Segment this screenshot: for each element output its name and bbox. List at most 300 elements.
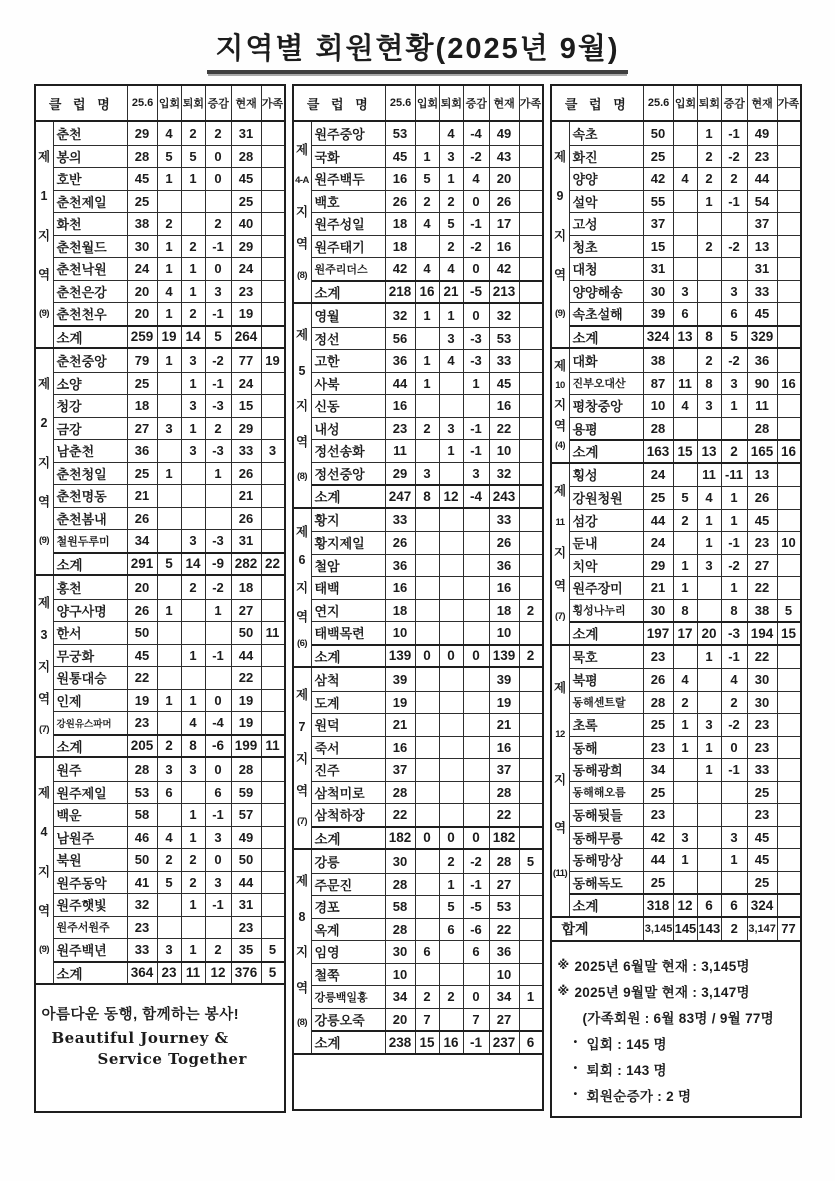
cell-join: 145: [674, 918, 698, 940]
cell-jun: 26: [386, 191, 416, 213]
club-row: [54, 167, 284, 190]
club-row: [312, 257, 542, 280]
cell-leave: 1: [182, 168, 206, 190]
cell-leave: [698, 669, 722, 691]
cell-change: -11: [722, 464, 748, 487]
cell-jun: 20: [128, 576, 158, 599]
club-name-cell: [54, 622, 128, 644]
club-name: 철쭉: [314, 967, 340, 983]
cell-family: 6: [526, 1034, 535, 1050]
cell-jun: 27: [128, 418, 158, 440]
cell-join: 0: [416, 828, 440, 849]
cell-jun: 16: [386, 168, 416, 190]
cell-change: [206, 667, 232, 689]
cell-join: [416, 532, 440, 554]
cell-leave: [698, 872, 722, 894]
cell-family: [262, 146, 284, 168]
cell-current: 28: [490, 782, 520, 804]
title-wrap: [0, 26, 835, 74]
club-name-cell: [570, 395, 644, 417]
club-name-cell: [570, 804, 644, 826]
region-label-part: (8): [296, 470, 308, 482]
cell-join: 1: [158, 236, 182, 258]
club-name: 삼척미로: [314, 785, 365, 801]
region-label: [294, 304, 312, 507]
cell-family: [778, 146, 800, 168]
cell-family: [520, 828, 542, 849]
club-row: [312, 554, 542, 577]
cell-change: -1: [206, 236, 232, 258]
cell-join: 3: [158, 758, 182, 781]
cell-current: 77: [232, 349, 262, 372]
header-col-family: 가족: [261, 98, 284, 110]
cell-join: 2: [416, 986, 440, 1008]
club-name-cell: [54, 191, 128, 213]
club-name: 태백: [314, 581, 340, 597]
cell-jun: 56: [386, 328, 416, 350]
cell-jun: 21: [128, 485, 158, 507]
cell-family: [778, 804, 800, 826]
cell-leave: 5: [440, 896, 464, 918]
cell-current: 16: [490, 236, 520, 258]
cell-join: 4: [416, 258, 440, 280]
cell-jun: 37: [386, 759, 416, 781]
cell-current: 36: [748, 349, 778, 372]
club-name-cell: [54, 236, 128, 258]
cell-change: -1: [206, 303, 232, 325]
club-name-cell: [570, 464, 644, 487]
cell-jun: 58: [128, 804, 158, 826]
cell-current: 19: [232, 303, 262, 325]
cell-current: 26: [490, 532, 520, 554]
cell-jun: 26: [644, 669, 674, 691]
header-col-family: 가족: [777, 98, 800, 110]
cell-change: [722, 418, 748, 440]
club-name-cell: [312, 646, 386, 667]
cell-change: 2: [206, 122, 232, 145]
cell-jun: 25: [128, 373, 158, 395]
cell-leave: [182, 917, 206, 939]
club-row: [54, 576, 284, 599]
cell-family: [262, 463, 284, 485]
club-name: 동해광희: [572, 763, 623, 779]
cell-current: 57: [232, 804, 262, 826]
cell-change: -5: [464, 896, 490, 918]
cell-change: 1: [206, 600, 232, 622]
club-name: 북원: [56, 853, 82, 869]
club-row: [54, 484, 284, 507]
cell-change: 0: [464, 986, 490, 1008]
club-row: [570, 781, 800, 804]
cell-jun: 10: [644, 395, 674, 417]
club-name: 묵호: [572, 650, 598, 666]
cell-change: -2: [464, 850, 490, 873]
cell-change: 6: [206, 782, 232, 804]
club-name: 소양: [56, 376, 82, 392]
cell-jun: 20: [128, 281, 158, 303]
cell-current: 44: [232, 645, 262, 667]
cell-jun: 291: [128, 554, 158, 575]
cell-family: 1: [526, 989, 535, 1005]
cell-jun: 26: [128, 508, 158, 530]
cell-change: 3: [722, 373, 748, 395]
cell-family: [778, 236, 800, 258]
cell-jun: 32: [386, 304, 416, 327]
club-name-cell: [54, 508, 128, 530]
header-col-join: 입회: [674, 86, 698, 120]
cell-family: 19: [265, 352, 280, 368]
cell-join: [158, 712, 182, 734]
cell-change: 3: [464, 463, 490, 485]
table-group-2: [292, 84, 544, 1111]
cell-join: [158, 373, 182, 395]
cell-family: [520, 418, 542, 440]
club-name-cell: [570, 849, 644, 871]
club-name: 국화: [314, 149, 340, 165]
subtotal-label: 소계: [572, 627, 599, 643]
club-name: 정선중앙: [314, 466, 365, 482]
club-name: 동해센트랄: [572, 697, 626, 710]
cell-leave: 2: [698, 146, 722, 168]
cell-jun: 19: [386, 692, 416, 714]
region-label-part: (9): [554, 307, 566, 319]
cell-family: [520, 440, 542, 462]
club-name-cell: [54, 963, 128, 984]
cell-family: [778, 714, 800, 736]
cell-join: 5: [158, 872, 182, 894]
region-label-part: 역: [553, 820, 567, 835]
club-name-cell: [570, 418, 644, 440]
cell-current: 22: [748, 577, 778, 599]
cell-join: 2: [416, 191, 440, 213]
cell-jun: 18: [386, 600, 416, 622]
cell-leave: 1: [182, 645, 206, 667]
cell-family: [262, 395, 284, 417]
club-name-cell: [54, 645, 128, 667]
region-block: [294, 848, 542, 1053]
cell-family: [778, 510, 800, 532]
region-label-part: 역: [37, 495, 51, 510]
club-row: [570, 736, 800, 759]
cell-join: [158, 804, 182, 826]
note-text: 퇴회 : 143 명: [586, 1062, 667, 1078]
note-text: 입회 : 145 명: [586, 1036, 667, 1052]
cell-leave: 2: [182, 122, 206, 145]
cell-jun: 29: [128, 122, 158, 145]
subtotal-row: [570, 439, 800, 462]
membership-table: [0, 84, 835, 1118]
club-name-cell: [570, 236, 644, 258]
cell-change: -1: [206, 894, 232, 916]
club-row: [312, 599, 542, 622]
cell-join: 1: [158, 690, 182, 712]
header-col-change: 증감: [464, 86, 490, 120]
club-name-cell: [570, 510, 644, 532]
cell-family: 77: [781, 921, 796, 936]
cell-change: [464, 964, 490, 986]
cell-join: 6: [158, 782, 182, 804]
cell-family: 5: [526, 853, 535, 869]
cell-current: 29: [232, 236, 262, 258]
cell-join: 8: [674, 600, 698, 622]
cell-jun: 28: [386, 919, 416, 941]
subtotal-row: [570, 325, 800, 348]
region-rows: [570, 646, 800, 916]
club-name-cell: [570, 577, 644, 599]
cell-current: 10: [490, 622, 520, 644]
club-name-cell: [312, 919, 386, 941]
club-name: 남춘천: [56, 444, 95, 460]
club-row: [312, 462, 542, 485]
club-row: [312, 985, 542, 1008]
cell-change: 1: [722, 849, 748, 871]
cell-current: 36: [490, 941, 520, 963]
cell-join: [416, 896, 440, 918]
cell-jun: 197: [644, 623, 674, 644]
cell-join: [674, 759, 698, 781]
cell-jun: 364: [128, 963, 158, 984]
subtotal-label: 소계: [314, 1036, 341, 1052]
cell-leave: 3: [182, 530, 206, 552]
cell-leave: [698, 600, 722, 622]
region-label-part: 2: [40, 416, 48, 431]
cell-current: 25: [748, 872, 778, 894]
cell-jun: 36: [386, 350, 416, 372]
region-label-part: 지: [295, 752, 309, 767]
region-label-part: 제: [295, 142, 309, 157]
cell-jun: 26: [386, 532, 416, 554]
club-name: 춘천명동: [56, 489, 107, 505]
cell-jun: 20: [128, 303, 158, 325]
region-label-part: 지: [37, 864, 51, 879]
cell-jun: 205: [128, 736, 158, 757]
header-club-label: 클 럽 명: [294, 86, 387, 120]
cell-leave: 1: [182, 939, 206, 961]
cell-leave: 2: [182, 303, 206, 325]
cell-leave: 3: [182, 758, 206, 781]
cell-family: [262, 373, 284, 395]
cell-jun: 39: [386, 668, 416, 691]
cell-leave: 2: [440, 850, 464, 873]
cell-jun: 55: [644, 191, 674, 213]
cell-change: -1: [206, 373, 232, 395]
cell-change: [464, 782, 490, 804]
cell-leave: 3: [698, 555, 722, 577]
club-row: [570, 464, 800, 487]
region-label-part: 지: [553, 546, 567, 561]
club-name-cell: [570, 487, 644, 509]
cell-leave: [698, 258, 722, 280]
region-label: [294, 122, 312, 302]
cell-leave: 2: [698, 349, 722, 372]
cell-leave: 143: [698, 918, 722, 940]
cell-jun: 79: [128, 349, 158, 372]
cell-family: [520, 146, 542, 168]
region-label-part: 역: [37, 692, 51, 707]
club-name-cell: [54, 373, 128, 395]
empty-footer-box: [294, 1053, 542, 1109]
club-name: 원덕: [314, 718, 340, 734]
cell-change: 1: [206, 463, 232, 485]
cell-join: [674, 213, 698, 235]
club-name-cell: [570, 122, 644, 145]
cell-change: -3: [464, 328, 490, 350]
cell-change: 1: [464, 373, 490, 395]
table-group-3: [550, 84, 802, 1118]
club-row: [54, 621, 284, 644]
cell-family: [520, 622, 542, 644]
cell-join: [674, 236, 698, 258]
region-block: [36, 574, 284, 756]
cell-join: 3: [674, 827, 698, 849]
club-row: [312, 235, 542, 258]
region-label-part: (7): [554, 611, 566, 623]
club-name: 원주제일: [56, 785, 107, 801]
cell-change: 6: [722, 303, 748, 325]
cell-leave: 3: [440, 328, 464, 350]
cell-jun: 28: [386, 782, 416, 804]
region-label-part: 4: [40, 825, 48, 840]
cell-change: [464, 509, 490, 532]
club-name-cell: [570, 623, 644, 644]
cell-join: 1: [158, 600, 182, 622]
cell-jun: 318: [644, 895, 674, 916]
club-name: 원주동악: [56, 875, 107, 891]
cell-jun: 58: [386, 896, 416, 918]
cell-leave: [440, 463, 464, 485]
club-name: 진주: [314, 763, 340, 779]
cell-join: [674, 464, 698, 487]
cell-leave: 8: [698, 327, 722, 348]
cell-family: [262, 758, 284, 781]
cell-join: 4: [674, 395, 698, 417]
cell-current: 11: [748, 395, 778, 417]
club-row: [54, 439, 284, 462]
club-name: 무궁화: [56, 648, 95, 664]
cell-family: [262, 917, 284, 939]
cell-join: 1: [158, 463, 182, 485]
region-label-part: 4-A: [295, 175, 309, 187]
cell-current: 243: [490, 486, 520, 507]
cell-family: [520, 304, 542, 327]
cell-join: 11: [674, 373, 698, 395]
region-label-part: (8): [296, 1016, 308, 1028]
club-name: 춘천월드: [56, 239, 107, 255]
cell-jun: 21: [386, 714, 416, 736]
cell-current: 38: [748, 600, 778, 622]
cell-current: 26: [490, 191, 520, 213]
cell-change: -2: [722, 555, 748, 577]
club-name: 강릉오죽: [314, 1012, 365, 1028]
cell-join: 4: [416, 213, 440, 235]
club-name-cell: [54, 327, 128, 348]
cell-current: 19: [490, 692, 520, 714]
club-row: [54, 280, 284, 303]
cell-jun: 37: [644, 213, 674, 235]
cell-change: 3: [206, 872, 232, 894]
cell-leave: 2: [440, 236, 464, 258]
club-row: [570, 302, 800, 325]
cell-current: 26: [232, 463, 262, 485]
region-label-part: 3: [40, 628, 48, 643]
club-name: 인제: [56, 693, 82, 709]
cell-change: -2: [722, 146, 748, 168]
region-rows: [54, 758, 284, 983]
cell-family: [520, 463, 542, 485]
cell-family: [262, 122, 284, 145]
club-name-cell: [54, 736, 128, 757]
cell-change: -2: [722, 714, 748, 736]
club-row: [54, 916, 284, 939]
subtotal-label: 소계: [56, 739, 83, 755]
cell-change: 0: [206, 168, 232, 190]
club-name-cell: [54, 849, 128, 871]
cell-jun: 30: [644, 281, 674, 303]
cell-family: [778, 646, 800, 669]
cell-family: [520, 759, 542, 781]
reference-mark-icon: ※: [557, 983, 570, 998]
cell-change: 6: [464, 941, 490, 963]
club-name-cell: [54, 758, 128, 781]
club-row: [312, 304, 542, 327]
cell-family: [778, 191, 800, 213]
region-label-part: 제: [37, 596, 51, 611]
club-name: 횡성: [572, 468, 598, 484]
region-label-part: 제: [553, 484, 567, 499]
cell-jun: 23: [128, 917, 158, 939]
cell-current: 49: [232, 827, 262, 849]
cell-current: 22: [490, 418, 520, 440]
subtotal-label: 소계: [314, 649, 341, 665]
cell-change: -1: [722, 532, 748, 554]
cell-jun: 16: [386, 577, 416, 599]
cell-join: [416, 328, 440, 350]
header-col-change: 증감: [722, 86, 748, 120]
club-row: [312, 781, 542, 804]
cell-current: 24: [232, 258, 262, 280]
cell-change: [464, 759, 490, 781]
region-label-part: (4): [554, 440, 566, 452]
region-rows: [312, 509, 542, 667]
region-label: [294, 850, 312, 1053]
cell-jun: 25: [644, 146, 674, 168]
region-label-part: 역: [553, 578, 567, 593]
cell-current: 27: [490, 874, 520, 896]
grand-total-label: [552, 918, 645, 940]
cell-family: [520, 350, 542, 372]
cell-change: 0: [464, 646, 490, 667]
cell-join: [416, 395, 440, 417]
cell-change: -2: [206, 576, 232, 599]
cell-current: 31: [232, 122, 262, 145]
cell-change: 7: [464, 1009, 490, 1031]
cell-leave: 8: [182, 736, 206, 757]
cell-leave: 20: [698, 623, 722, 644]
cell-join: 15: [416, 1032, 440, 1053]
cell-change: [722, 872, 748, 894]
cell-join: [416, 692, 440, 714]
club-row: [54, 257, 284, 280]
cell-change: 2: [722, 168, 748, 190]
region-rows: [54, 576, 284, 756]
club-name-cell: [312, 122, 386, 145]
cell-leave: 4: [440, 122, 464, 145]
cell-leave: 3: [698, 714, 722, 736]
cell-change: -4: [464, 122, 490, 145]
cell-family: [778, 122, 800, 145]
cell-current: 282: [232, 554, 262, 575]
cell-jun: 18: [386, 236, 416, 258]
